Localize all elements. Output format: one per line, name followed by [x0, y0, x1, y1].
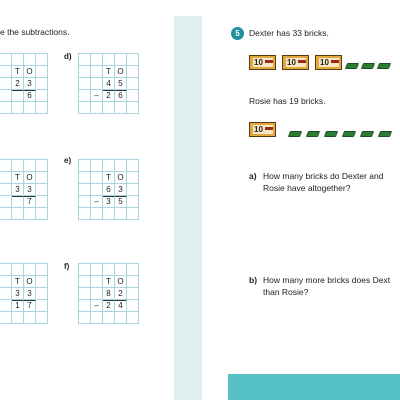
top-tens-digit: 4	[103, 78, 115, 90]
question-a-line1: How many bricks do Dexter and	[263, 171, 384, 181]
bottom-ones-digit: 7	[24, 300, 36, 312]
grid-cell	[91, 54, 103, 66]
grid-cell	[0, 276, 12, 288]
grid-cell	[0, 300, 12, 312]
grid-cell	[0, 54, 12, 66]
grid-cell	[36, 172, 48, 184]
grid-cell	[12, 102, 24, 114]
dexter-text: Dexter has 33 bricks.	[249, 28, 329, 38]
single-brick	[378, 131, 392, 137]
tens-header: T	[103, 276, 115, 288]
grid-cell	[115, 160, 127, 172]
instruction-text: e the subtractions.	[0, 27, 70, 37]
tens-header: T	[12, 276, 24, 288]
grid-cell	[127, 184, 139, 196]
grid-cell	[91, 264, 103, 276]
subtraction-grid	[0, 159, 48, 220]
grid-cell	[0, 66, 12, 78]
bottom-ones-digit: 6	[115, 90, 127, 102]
single-brick	[288, 131, 302, 137]
bottom-ones-digit: 7	[24, 196, 36, 208]
grid-cell	[36, 184, 48, 196]
grid-cell	[79, 102, 91, 114]
question-a-letter: a)	[249, 171, 257, 181]
top-ones-digit: 2	[115, 288, 127, 300]
grid-cell	[127, 160, 139, 172]
grid-cell	[12, 208, 24, 220]
grid-cell	[127, 66, 139, 78]
bottom-ones-digit: 5	[115, 196, 127, 208]
grid-cell	[115, 54, 127, 66]
grid-cell	[12, 54, 24, 66]
bottom-ones-digit: 4	[115, 300, 127, 312]
grid-cell	[127, 90, 139, 102]
question-b	[249, 274, 390, 298]
ten-brick-block: 10	[249, 122, 276, 137]
grid-cell	[127, 264, 139, 276]
grid-cell	[36, 312, 48, 324]
grid-cell	[36, 54, 48, 66]
grid-cell	[36, 90, 48, 102]
ones-header: O	[115, 66, 127, 78]
bottom-tens-digit: 3	[103, 196, 115, 208]
grid-cell	[127, 102, 139, 114]
subtraction-grid	[0, 263, 48, 324]
single-brick	[360, 131, 374, 137]
grid-cell	[127, 196, 139, 208]
grid-cell	[36, 160, 48, 172]
grid-cell	[115, 102, 127, 114]
grid-cell	[24, 264, 36, 276]
grid-cell	[79, 54, 91, 66]
grid-cell	[91, 208, 103, 220]
single-brick	[345, 63, 359, 69]
grid-cell	[12, 160, 24, 172]
grid-cell	[91, 102, 103, 114]
tens-header: T	[103, 66, 115, 78]
grid-cell	[36, 196, 48, 208]
subtraction-grid	[78, 263, 139, 324]
grid-cell	[115, 312, 127, 324]
grid-cell	[24, 160, 36, 172]
question-a	[249, 170, 383, 194]
grid-cell	[79, 288, 91, 300]
grid-cell	[79, 312, 91, 324]
grid-cell	[12, 264, 24, 276]
top-ones-digit: 3	[24, 78, 36, 90]
grid-cell	[0, 288, 12, 300]
grid-cell	[36, 102, 48, 114]
grid-cell	[36, 208, 48, 220]
ones-header: O	[115, 276, 127, 288]
grid-cell	[0, 264, 12, 276]
minus-sign: –	[91, 300, 103, 312]
top-tens-digit: 6	[103, 184, 115, 196]
question-b-line2: than Rosie?	[263, 287, 309, 297]
single-brick	[306, 131, 320, 137]
grid-cell	[24, 102, 36, 114]
grid-cell	[91, 172, 103, 184]
top-ones-digit: 3	[24, 184, 36, 196]
grid-cell	[79, 66, 91, 78]
grid-cell	[127, 78, 139, 90]
grid-cell	[0, 172, 12, 184]
ten-brick-block: 10	[315, 55, 342, 70]
left-page	[0, 0, 174, 400]
ten-brick-block: 10	[282, 55, 309, 70]
grid-cell	[36, 300, 48, 312]
top-ones-digit: 3	[115, 184, 127, 196]
grid-cell	[79, 90, 91, 102]
grid-cell	[127, 172, 139, 184]
grid-cell	[127, 300, 139, 312]
grid-cell	[79, 300, 91, 312]
grid-cell	[103, 54, 115, 66]
grid-cell	[0, 312, 12, 324]
grid-cell	[91, 312, 103, 324]
grid-cell	[24, 208, 36, 220]
grid-cell	[127, 312, 139, 324]
grid-cell	[103, 102, 115, 114]
problem-label: e)	[64, 156, 72, 165]
grid-cell	[0, 196, 12, 208]
top-tens-digit: 2	[12, 78, 24, 90]
question-b-line1: How many more bricks does Dext	[263, 275, 391, 285]
grid-cell	[0, 184, 12, 196]
bottom-tens-digit: 2	[103, 300, 115, 312]
grid-cell	[0, 90, 12, 102]
page-gutter	[174, 16, 202, 400]
grid-cell	[91, 184, 103, 196]
grid-cell	[36, 288, 48, 300]
grid-cell	[79, 172, 91, 184]
single-brick	[342, 131, 356, 137]
bottom-ones-digit: 6	[24, 90, 36, 102]
tens-header: T	[12, 66, 24, 78]
grid-cell	[79, 196, 91, 208]
grid-cell	[79, 264, 91, 276]
question-a-line2: Rosie have altogether?	[263, 183, 351, 193]
ten-brick-block: 10	[249, 55, 276, 70]
grid-cell	[91, 276, 103, 288]
grid-cell	[79, 208, 91, 220]
grid-cell	[91, 78, 103, 90]
bottom-tens-digit: 1	[12, 300, 24, 312]
grid-cell	[91, 288, 103, 300]
grid-cell	[79, 184, 91, 196]
bottom-tens-digit: 2	[103, 90, 115, 102]
ones-header: O	[24, 276, 36, 288]
subtraction-grid	[78, 159, 139, 220]
grid-cell	[91, 66, 103, 78]
grid-cell	[103, 160, 115, 172]
problem-label: f)	[64, 262, 70, 271]
grid-cell	[24, 54, 36, 66]
grid-cell	[24, 312, 36, 324]
bottom-tens-digit	[12, 196, 24, 208]
grid-cell	[127, 276, 139, 288]
grid-cell	[103, 208, 115, 220]
minus-sign: –	[91, 90, 103, 102]
grid-cell	[36, 264, 48, 276]
grid-cell	[127, 288, 139, 300]
grid-cell	[36, 66, 48, 78]
rosie-text: Rosie has 19 bricks.	[249, 96, 326, 106]
top-ones-digit: 5	[115, 78, 127, 90]
grid-cell	[127, 208, 139, 220]
grid-cell	[0, 102, 12, 114]
grid-cell	[79, 276, 91, 288]
top-tens-digit: 8	[103, 288, 115, 300]
grid-cell	[0, 78, 12, 90]
single-brick	[361, 63, 375, 69]
grid-cell	[0, 208, 12, 220]
top-tens-digit: 3	[12, 288, 24, 300]
bottom-tens-digit	[12, 90, 24, 102]
grid-cell	[79, 78, 91, 90]
grid-cell	[36, 276, 48, 288]
question-number-badge: 5	[231, 27, 244, 40]
grid-cell	[36, 78, 48, 90]
footer-band	[228, 374, 400, 400]
ones-header: O	[115, 172, 127, 184]
question-b-letter: b)	[249, 275, 258, 285]
top-tens-digit: 3	[12, 184, 24, 196]
grid-cell	[115, 208, 127, 220]
single-brick	[377, 63, 391, 69]
subtraction-grid	[78, 53, 139, 114]
single-brick	[324, 131, 338, 137]
grid-cell	[12, 312, 24, 324]
minus-sign: –	[91, 196, 103, 208]
grid-cell	[103, 312, 115, 324]
grid-cell	[103, 264, 115, 276]
grid-cell	[127, 54, 139, 66]
grid-cell	[91, 160, 103, 172]
problem-label: d)	[64, 52, 72, 61]
tens-header: T	[12, 172, 24, 184]
tens-header: T	[103, 172, 115, 184]
top-ones-digit: 3	[24, 288, 36, 300]
ones-header: O	[24, 66, 36, 78]
grid-cell	[115, 264, 127, 276]
ones-header: O	[24, 172, 36, 184]
grid-cell	[79, 160, 91, 172]
grid-cell	[0, 160, 12, 172]
subtraction-grid	[0, 53, 48, 114]
